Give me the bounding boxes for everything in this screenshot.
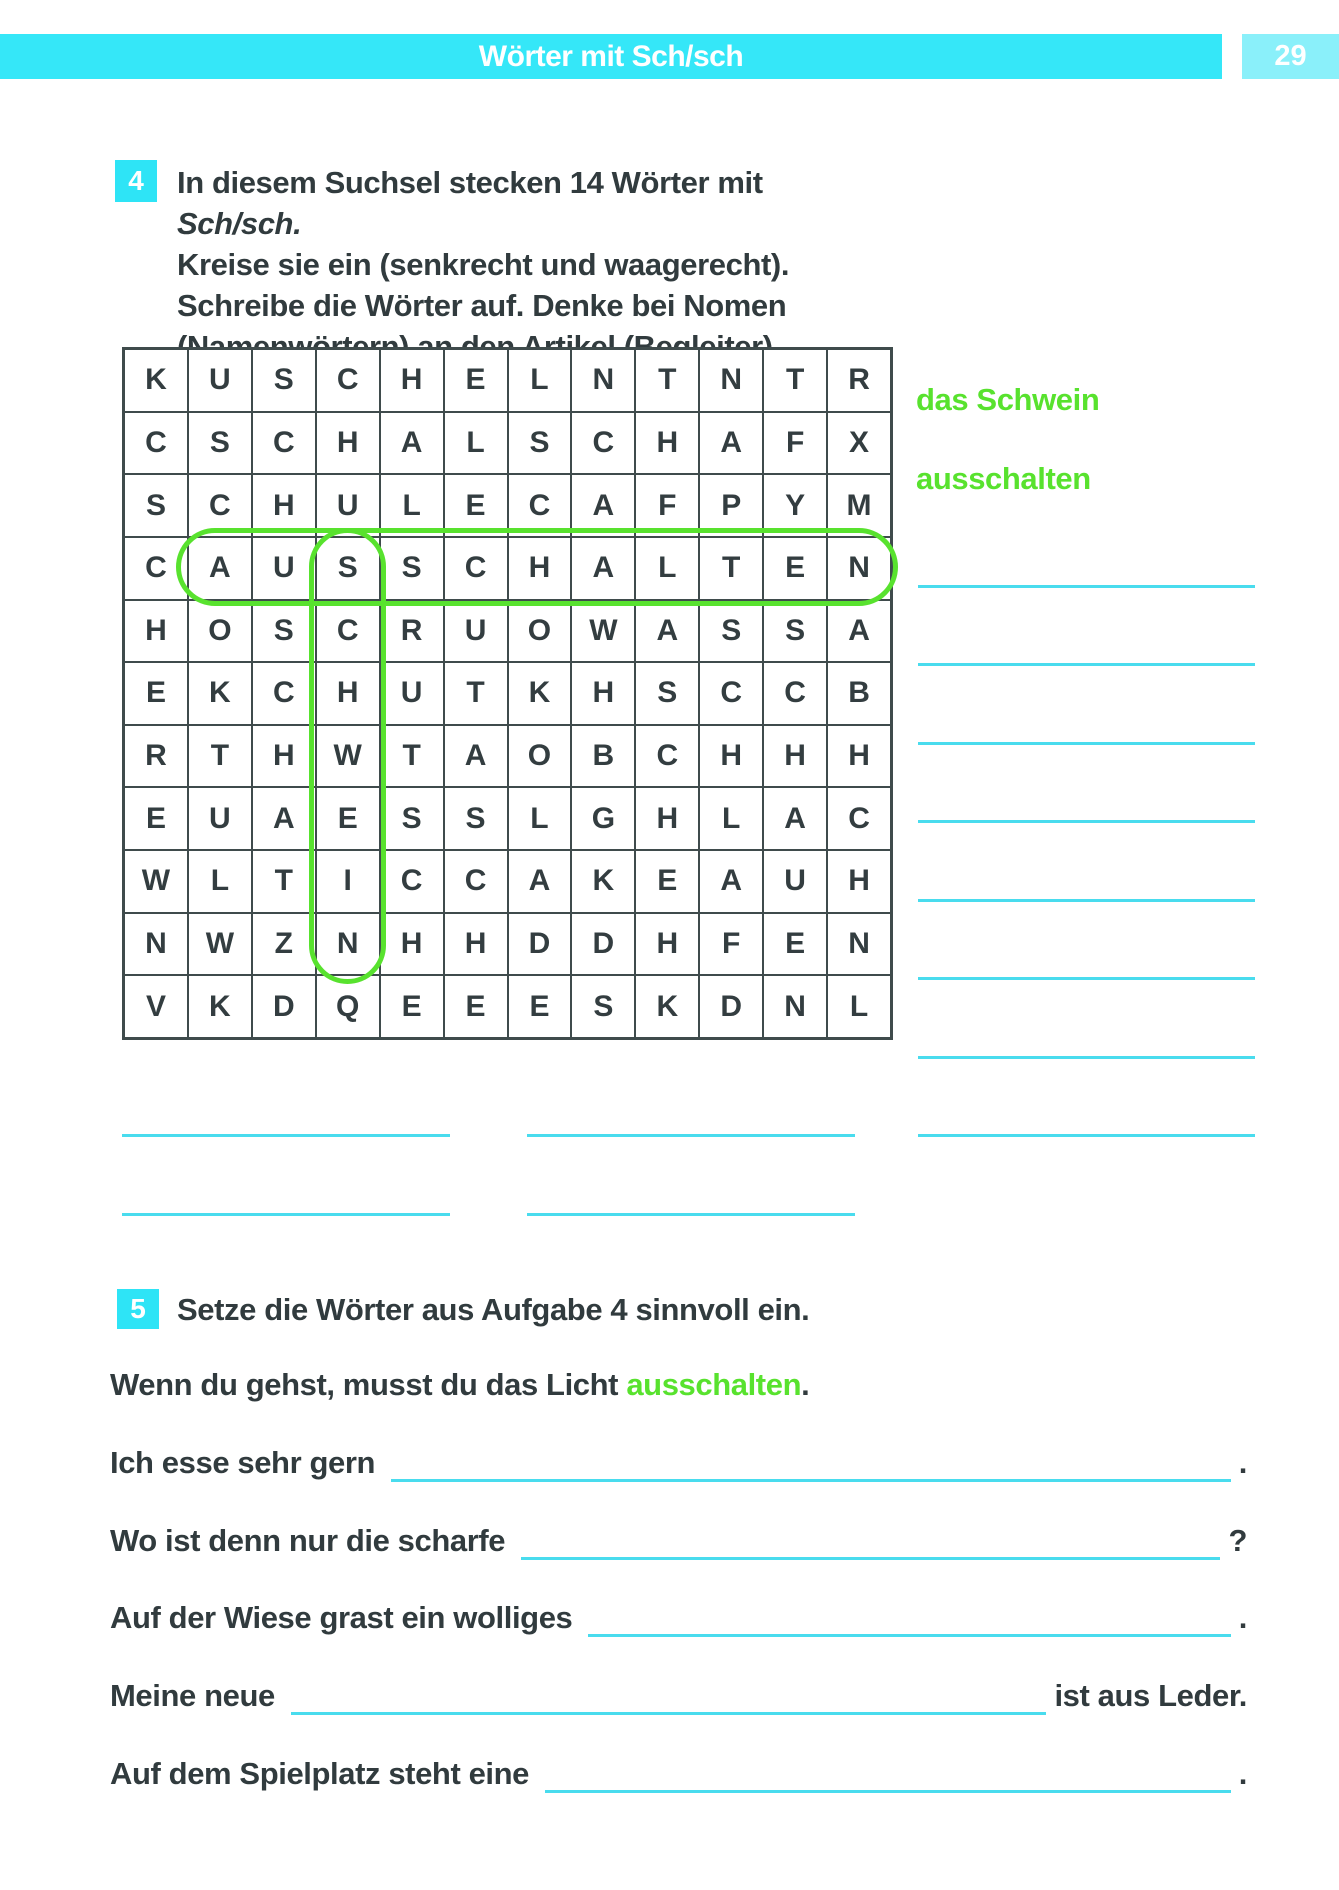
grid-cell[interactable]: A <box>253 788 315 849</box>
task5-instruction: Setze die Wörter aus Aufgabe 4 sinnvoll ein. <box>177 1292 810 1327</box>
grid-cell[interactable]: Z <box>253 914 315 975</box>
grid-cell[interactable]: B <box>828 663 890 724</box>
grid-cell[interactable]: O <box>509 726 571 787</box>
grid-cell[interactable]: S <box>317 538 379 599</box>
fill-in-sentence <box>110 1444 1247 1482</box>
grid-cell[interactable]: S <box>125 475 187 536</box>
grid-cell[interactable]: H <box>636 788 698 849</box>
answer-line[interactable] <box>918 742 1255 745</box>
grid-cell[interactable]: C <box>764 663 826 724</box>
grid-cell[interactable]: L <box>381 475 443 536</box>
grid-cell[interactable]: F <box>764 413 826 474</box>
grid-cell[interactable]: W <box>572 601 634 662</box>
grid-cell[interactable]: U <box>253 538 315 599</box>
grid-cell[interactable]: N <box>125 914 187 975</box>
task4-instruction-line2: Kreise sie ein (senkrecht und waagerecht). <box>177 247 790 282</box>
answer-line[interactable] <box>918 977 1255 980</box>
grid-cell[interactable]: R <box>828 350 890 411</box>
sentence-text: Ich esse sehr gern <box>110 1445 376 1480</box>
page-number-box <box>1242 34 1339 79</box>
grid-cell[interactable]: H <box>700 726 762 787</box>
fill-in-sentence <box>110 1677 1247 1715</box>
grid-cell[interactable]: F <box>700 914 762 975</box>
grid-cell[interactable]: M <box>828 475 890 536</box>
grid-cell[interactable]: C <box>381 851 443 912</box>
grid-cell[interactable]: T <box>636 350 698 411</box>
grid-cell[interactable]: D <box>700 976 762 1037</box>
grid-cell[interactable]: A <box>764 788 826 849</box>
grid-cell[interactable]: H <box>828 851 890 912</box>
grid-cell[interactable]: N <box>317 914 379 975</box>
written-answer-das-schwein: das Schwein <box>916 382 1100 417</box>
example-sentence <box>110 1366 1247 1404</box>
grid-cell[interactable]: E <box>317 788 379 849</box>
page-title: Wörter mit Sch/sch <box>478 39 744 73</box>
fill-in-sentence <box>110 1755 1247 1793</box>
grid-cell[interactable]: S <box>253 350 315 411</box>
grid-cell[interactable]: O <box>509 601 571 662</box>
sentence-punctuation: ? <box>1228 1523 1247 1558</box>
grid-cell[interactable]: A <box>828 601 890 662</box>
grid-cell[interactable]: U <box>381 663 443 724</box>
grid-cell[interactable]: S <box>381 788 443 849</box>
grid-cell[interactable]: B <box>572 726 634 787</box>
task5-number: 5 <box>130 1293 146 1324</box>
grid-cell[interactable]: C <box>636 726 698 787</box>
grid-cell[interactable]: L <box>445 413 507 474</box>
grid-cell[interactable]: K <box>125 350 187 411</box>
blank-line[interactable] <box>545 1759 1231 1793</box>
task4-number-box <box>115 160 157 202</box>
grid-cell[interactable]: S <box>381 538 443 599</box>
grid-cell[interactable]: S <box>700 601 762 662</box>
grid-cell[interactable]: C <box>572 413 634 474</box>
answer-line[interactable] <box>918 820 1255 823</box>
sentence-punctuation: . <box>1238 1756 1247 1791</box>
answer-line[interactable] <box>122 1134 450 1137</box>
grid-cell[interactable]: H <box>253 475 315 536</box>
fill-in-sentence <box>110 1599 1247 1637</box>
grid-cell[interactable]: H <box>445 914 507 975</box>
example-after: . <box>801 1367 810 1402</box>
grid-cell[interactable]: A <box>572 538 634 599</box>
grid-cell[interactable]: T <box>764 350 826 411</box>
grid-cell[interactable]: S <box>445 788 507 849</box>
grid-cell[interactable]: K <box>189 976 251 1037</box>
grid-cell[interactable]: T <box>253 851 315 912</box>
grid-cell[interactable]: H <box>125 601 187 662</box>
grid-cell[interactable]: U <box>189 350 251 411</box>
word-search-grid[interactable] <box>122 347 893 1040</box>
grid-cell[interactable]: D <box>253 976 315 1037</box>
answer-line[interactable] <box>918 1056 1255 1059</box>
grid-cell[interactable]: H <box>381 350 443 411</box>
header-bar <box>0 34 1222 79</box>
grid-cell[interactable]: H <box>509 538 571 599</box>
grid-cell[interactable]: H <box>636 914 698 975</box>
grid-cell[interactable]: A <box>572 475 634 536</box>
grid-cell[interactable]: N <box>700 350 762 411</box>
grid-cell[interactable]: A <box>189 538 251 599</box>
answer-line[interactable] <box>918 585 1255 588</box>
answer-line[interactable] <box>918 899 1255 902</box>
grid-cell[interactable]: V <box>125 976 187 1037</box>
grid-cell[interactable]: I <box>317 851 379 912</box>
grid-cell[interactable]: C <box>253 663 315 724</box>
grid-cell[interactable]: E <box>445 350 507 411</box>
grid-cell[interactable]: H <box>636 413 698 474</box>
sentence-text: Meine neue <box>110 1678 275 1713</box>
grid-cell[interactable]: A <box>445 726 507 787</box>
grid-cell[interactable]: N <box>828 914 890 975</box>
grid-cell[interactable]: P <box>700 475 762 536</box>
grid-cell[interactable]: R <box>381 601 443 662</box>
grid-cell[interactable]: Q <box>317 976 379 1037</box>
sentence-text: Wo ist denn nur die scharfe <box>110 1523 506 1558</box>
task5-number-box <box>117 1289 159 1329</box>
written-answer-ausschalten: ausschalten <box>916 461 1091 496</box>
grid-cell[interactable]: X <box>828 413 890 474</box>
grid-cell[interactable]: S <box>189 413 251 474</box>
grid-cell[interactable]: T <box>381 726 443 787</box>
grid-cell[interactable]: W <box>125 851 187 912</box>
example-answer: ausschalten <box>626 1367 802 1402</box>
answer-line[interactable] <box>918 1134 1255 1137</box>
grid-cell[interactable]: C <box>509 475 571 536</box>
grid-cell[interactable]: A <box>700 851 762 912</box>
grid-cell[interactable]: C <box>317 350 379 411</box>
grid-cell[interactable]: A <box>636 601 698 662</box>
grid-cell[interactable]: C <box>189 475 251 536</box>
grid-cell[interactable]: Y <box>764 475 826 536</box>
grid-cell[interactable]: E <box>445 475 507 536</box>
grid-cell[interactable]: U <box>764 851 826 912</box>
example-before: Wenn du gehst, musst du das Licht <box>110 1367 627 1402</box>
grid-cell[interactable]: U <box>317 475 379 536</box>
sentence-text: Auf der Wiese grast ein wolliges <box>110 1600 573 1635</box>
grid-cell[interactable]: L <box>636 538 698 599</box>
grid-cell[interactable]: E <box>764 914 826 975</box>
grid-cell[interactable]: A <box>509 851 571 912</box>
answer-line[interactable] <box>527 1213 855 1216</box>
grid-cell[interactable]: D <box>509 914 571 975</box>
grid-cell[interactable]: S <box>636 663 698 724</box>
grid-cell[interactable]: C <box>445 538 507 599</box>
blank-line[interactable] <box>291 1681 1047 1715</box>
sentence-text: Auf dem Spielplatz steht eine <box>110 1756 530 1791</box>
grid-cell[interactable]: G <box>572 788 634 849</box>
grid-cell[interactable]: U <box>445 601 507 662</box>
grid-cell[interactable]: E <box>381 976 443 1037</box>
grid-cell[interactable]: S <box>509 413 571 474</box>
grid-cell[interactable]: W <box>189 914 251 975</box>
grid-cell[interactable]: S <box>572 976 634 1037</box>
grid-cell[interactable]: K <box>509 663 571 724</box>
grid-cell[interactable]: T <box>445 663 507 724</box>
grid-cell[interactable]: A <box>381 413 443 474</box>
grid-cell[interactable]: H <box>764 726 826 787</box>
grid-cell[interactable]: U <box>189 788 251 849</box>
grid-cell[interactable]: A <box>700 413 762 474</box>
grid-cell[interactable]: E <box>509 976 571 1037</box>
task4-instruction-line1: In diesem Suchsel stecken 14 Wörter mit <box>177 165 763 200</box>
grid-cell[interactable]: E <box>445 976 507 1037</box>
grid-cell[interactable]: L <box>189 851 251 912</box>
grid-cell[interactable]: H <box>828 726 890 787</box>
sentence-punctuation: . <box>1238 1600 1247 1635</box>
grid-cell[interactable]: C <box>700 663 762 724</box>
grid-cell[interactable]: S <box>764 601 826 662</box>
task4-number: 4 <box>128 165 144 196</box>
grid-cell[interactable]: C <box>125 538 187 599</box>
grid-cell[interactable]: H <box>381 914 443 975</box>
grid-cell[interactable]: C <box>445 851 507 912</box>
grid-cell[interactable]: N <box>828 538 890 599</box>
sentence-after-blank: ist aus Leder. <box>1054 1678 1247 1713</box>
grid-cell[interactable]: N <box>764 976 826 1037</box>
grid-cell[interactable]: E <box>764 538 826 599</box>
grid-cell[interactable]: E <box>125 663 187 724</box>
grid-cell[interactable]: H <box>253 726 315 787</box>
grid-cell[interactable]: L <box>828 976 890 1037</box>
task4-instructions <box>177 162 857 367</box>
blank-line[interactable] <box>391 1448 1231 1482</box>
grid-cell[interactable]: T <box>700 538 762 599</box>
page-number: 29 <box>1274 40 1307 72</box>
grid-cell[interactable]: H <box>317 413 379 474</box>
grid-cell[interactable]: D <box>572 914 634 975</box>
grid-cell[interactable]: N <box>572 350 634 411</box>
answer-line[interactable] <box>527 1134 855 1137</box>
grid-cell[interactable]: C <box>253 413 315 474</box>
grid-cell[interactable]: R <box>125 726 187 787</box>
sentence-punctuation: . <box>1238 1445 1247 1480</box>
blank-line[interactable] <box>521 1526 1220 1560</box>
grid-cell[interactable]: K <box>189 663 251 724</box>
answer-line[interactable] <box>918 663 1255 666</box>
grid-cell[interactable]: S <box>253 601 315 662</box>
grid-cell[interactable]: C <box>317 601 379 662</box>
grid-cell[interactable]: K <box>572 851 634 912</box>
blank-line[interactable] <box>588 1603 1230 1637</box>
grid-cell[interactable]: H <box>572 663 634 724</box>
grid-cell[interactable]: C <box>125 413 187 474</box>
grid-cell[interactable]: W <box>317 726 379 787</box>
task4-instruction-italic: Sch/sch. <box>177 206 302 241</box>
grid-cell[interactable]: F <box>636 475 698 536</box>
grid-cell[interactable]: L <box>700 788 762 849</box>
grid-cell[interactable]: L <box>509 350 571 411</box>
grid-cell[interactable]: E <box>636 851 698 912</box>
grid-cell[interactable]: L <box>509 788 571 849</box>
fill-in-sentence <box>110 1522 1247 1560</box>
answer-line[interactable] <box>122 1213 450 1216</box>
task4-instruction-line3: Schreibe die Wörter auf. Denke bei Nomen <box>177 288 787 323</box>
grid-cell[interactable]: K <box>636 976 698 1037</box>
grid-cell[interactable]: C <box>828 788 890 849</box>
grid-cell[interactable]: E <box>125 788 187 849</box>
grid-cell[interactable]: T <box>189 726 251 787</box>
grid-cell[interactable]: O <box>189 601 251 662</box>
grid-cell[interactable]: H <box>317 663 379 724</box>
